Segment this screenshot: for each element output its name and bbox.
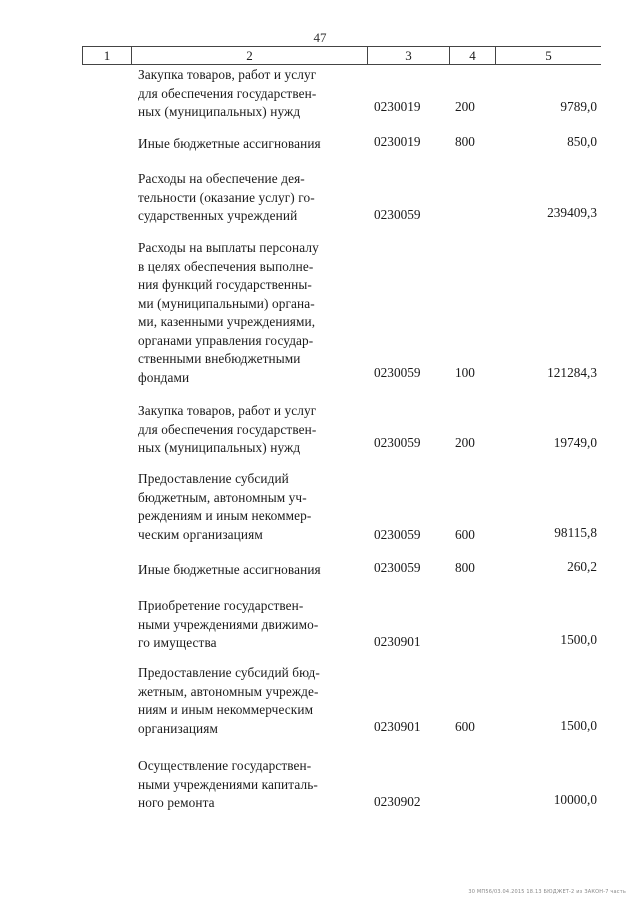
row-description: Приобретение государствен- ными учреждениями движимо- го имущества: [138, 598, 319, 650]
row-description: Предоставление субсидий бюд- жетным, автономным учрежде- ниям и иным некоммерческим организациям: [138, 665, 320, 736]
row-amount: 10000,0: [553, 792, 597, 807]
footer-stamp: 30 МП56/03.04.2015 18.13 БЮДЖЕТ-2 из ЗАКОН-7 часть: [468, 889, 626, 895]
row-amount: 850,0: [567, 134, 597, 149]
row-target-code: 0230059: [374, 365, 421, 380]
row-description: Закупка товаров, работ и услуг для обеспечения государствен- ных (муниципальных) нужд: [138, 67, 317, 119]
row-target-code: 0230019: [374, 134, 421, 149]
header-col-2: 2: [132, 47, 368, 64]
row-amount: 121284,3: [547, 365, 597, 380]
row-expense-type: 600: [455, 719, 475, 734]
row-expense-type: 100: [455, 365, 475, 380]
page-number: 47: [313, 30, 327, 45]
header-col-3: 3: [368, 47, 450, 64]
header-col-5: 5: [545, 48, 552, 63]
row-target-code: 0230059: [374, 560, 421, 575]
row-amount: 9789,0: [560, 99, 597, 114]
row-description: Предоставление субсидий бюджетным, автономным уч- реждениям и иным некоммер- ческим организациям: [138, 471, 312, 542]
row-amount: 1500,0: [560, 718, 597, 733]
table-header: [82, 46, 601, 65]
row-expense-type: 800: [455, 560, 475, 575]
row-description: Расходы на обеспечение дея- тельности (оказание услуг) го- сударственных учреждений: [138, 171, 315, 223]
row-target-code: 0230902: [374, 794, 421, 809]
row-target-code: 0230059: [374, 207, 421, 222]
header-col-1: 1: [83, 47, 132, 64]
row-amount: 1500,0: [560, 632, 597, 647]
row-target-code: 0230901: [374, 719, 421, 734]
row-description: Расходы на выплаты персоналу в целях обеспечения выполне- ния функций государственны- ми (муниципальными) органа- ми, казенными учреждениями, органами управления государ- ственными внебюджетными фондами: [138, 240, 319, 385]
row-amount: 260,2: [567, 559, 597, 574]
row-description: Закупка товаров, работ и услуг для обеспечения государствен- ных (муниципальных) нужд: [138, 403, 317, 455]
row-amount: 239409,3: [547, 205, 597, 220]
row-description: Иные бюджетные ассигнования: [138, 136, 321, 151]
header-col-4: 4: [450, 47, 496, 64]
row-amount: 19749,0: [553, 435, 597, 450]
row-expense-type: 600: [455, 527, 475, 542]
row-target-code: 0230059: [374, 435, 421, 450]
row-target-code: 0230901: [374, 634, 421, 649]
row-expense-type: 200: [455, 435, 475, 450]
row-expense-type: 200: [455, 99, 475, 114]
row-target-code: 0230019: [374, 99, 421, 114]
row-description: Иные бюджетные ассигнования: [138, 562, 321, 577]
row-amount: 98115,8: [554, 525, 597, 540]
row-description: Осуществление государствен- ными учреждениями капиталь- ного ремонта: [138, 758, 318, 810]
row-expense-type: 800: [455, 134, 475, 149]
row-target-code: 0230059: [374, 527, 421, 542]
